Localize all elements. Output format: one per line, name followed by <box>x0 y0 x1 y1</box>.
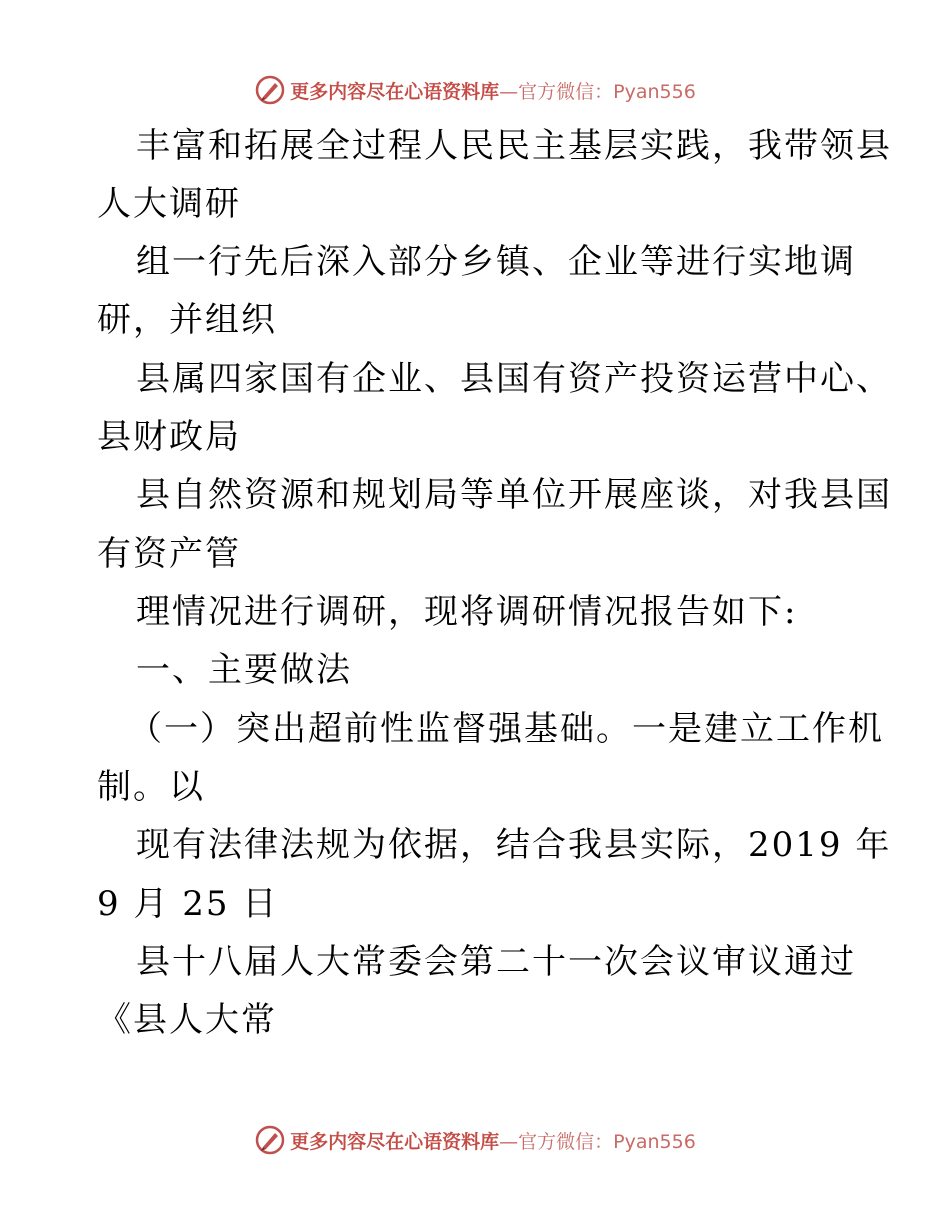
body-line: 现有法律法规为依据，结合我县实际，2019 年 <box>136 825 892 865</box>
banner-strong-text: 更多内容尽在心语资料库 <box>290 80 500 103</box>
body-line: 组一行先后深入部分乡镇、企业等进行实地调 <box>136 242 856 282</box>
body-line: 9 月 25 日 <box>97 884 279 924</box>
body-line: 丰富和拓展全过程人民民主基层实践，我带领县 <box>136 126 892 166</box>
body-line: 理情况进行调研，现将调研情况报告如下: <box>136 592 798 632</box>
banner-rest-text: —官方微信：Pyan556 <box>499 1130 696 1153</box>
body-line: 县自然资源和规划局等单位开展座谈，对我县国 <box>136 475 892 515</box>
footer-watermark-banner <box>0 1120 950 1160</box>
body-line: 研，并组织 <box>97 300 277 340</box>
body-line: 《县人大常 <box>97 1000 277 1040</box>
pen-logo-icon <box>254 74 286 106</box>
body-line: （一）突出超前性监督强基础。一是建立工作机 <box>128 709 884 749</box>
body-line: 县财政局 <box>97 417 241 457</box>
banner-rest-text: —官方微信：Pyan556 <box>499 80 696 103</box>
body-line: 县属四家国有企业、县国有资产投资运营中心、 <box>136 359 892 399</box>
banner-strong-text: 更多内容尽在心语资料库 <box>290 1130 500 1153</box>
section-heading: 一、主要做法 <box>136 650 352 690</box>
pen-logo-icon <box>254 1124 286 1156</box>
body-line: 有资产管 <box>97 534 241 574</box>
body-line: 县十八届人大常委会第二十一次会议审议通过 <box>136 942 856 982</box>
body-line: 人大调研 <box>97 184 241 224</box>
header-watermark-banner <box>0 70 950 110</box>
banner-text <box>290 1127 696 1154</box>
banner-text <box>290 77 696 104</box>
body-line: 制。以 <box>97 767 205 807</box>
